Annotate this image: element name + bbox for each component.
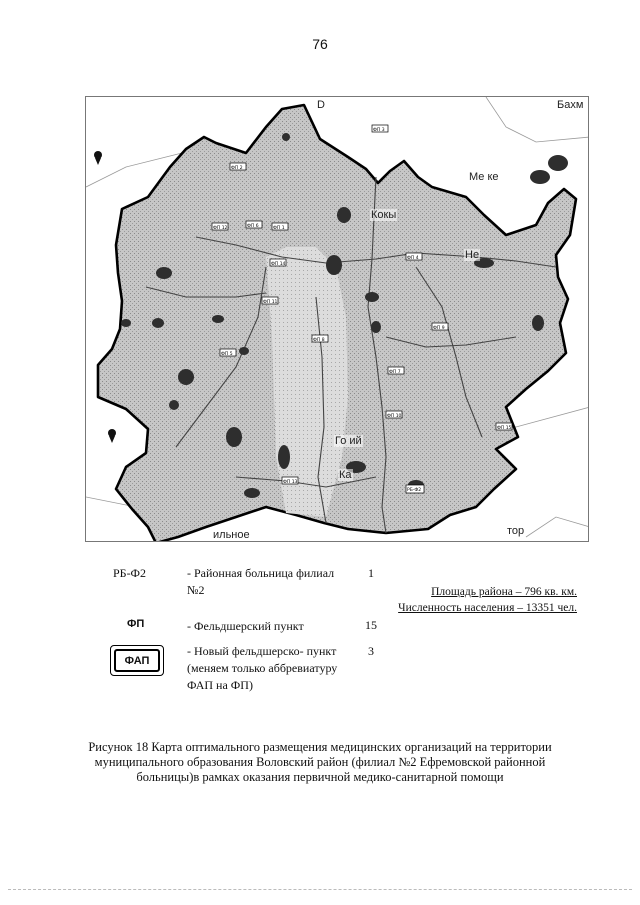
map-label-center-lower: Го ий (335, 435, 362, 447)
legend-count-fap: 3 (368, 644, 374, 658)
point-marker-label: ФП 6 (247, 224, 259, 229)
point-marker-label: ФП 11 (263, 300, 278, 305)
legend-count-fp: 15 (365, 618, 377, 632)
map-label-bottom-left: ильное (213, 529, 250, 541)
district-population: Численность населения – 13351 чел. (398, 602, 577, 614)
point-marker-label: ФП 3 (373, 128, 385, 133)
point-marker-label: ФП 15 (497, 426, 512, 431)
point-marker-label: ФП 13 (283, 480, 298, 485)
map-label-top-right: Бахм (557, 99, 584, 111)
point-marker-label: ФП 14 (271, 262, 286, 267)
point-marker-label: ФП 9 (433, 326, 445, 331)
legend-fap-symbol (110, 645, 164, 676)
point-marker-label: ФП 5 (221, 352, 233, 357)
map-label-center-upper: Кокы (371, 209, 397, 221)
district-stats (398, 584, 577, 616)
legend-code-rb-f2: РБ-Ф2 (113, 566, 147, 580)
point-marker-label: ФП 7 (389, 370, 401, 375)
district-area: Площадь района – 796 кв. км. (431, 586, 577, 598)
map-label-top-center: D (317, 99, 325, 111)
legend-desc-fap: - Новый фельдшерско- пункт (меняем только аббревиатуру ФАП на ФП) (187, 644, 338, 692)
page-number: 76 (312, 36, 328, 52)
legend-code-fp: ФП (127, 618, 145, 630)
point-marker-label: РБ-Ф2 (407, 488, 422, 493)
legend-desc-fp: - Фельдшерский пункт (187, 619, 304, 633)
legend-desc-hospital: - Районная больница филиал №2 (187, 566, 335, 597)
point-marker-label: ФП 12 (213, 226, 228, 231)
district-map (85, 96, 589, 542)
map-label-right-mid: Не (465, 249, 480, 261)
point-marker-label: ФП 2 (231, 166, 243, 171)
point-marker-label: ФП 4 (407, 256, 419, 261)
point-marker-label: ФП 10 (387, 414, 402, 419)
map-label-bottom-right: тор (507, 525, 525, 537)
map-label-center-bottom: Ка (339, 469, 352, 481)
point-marker-label: ФП 1 (273, 226, 285, 231)
figure-caption: Рисунок 18 Карта оптимального размещения медицинских организаций на территории муниципального образования Воловский район (филиал №2 Ефремовской районной больницы)в рамках оказания первичной медико-санитарной помощи (88, 740, 552, 784)
footer-divider (8, 889, 632, 890)
legend-code-fap: ФАП (114, 649, 160, 672)
map-label-right-upper: Ме ке (469, 171, 499, 183)
point-marker-label: ФП 8 (313, 338, 325, 343)
legend-count-hospital: 1 (368, 566, 374, 580)
